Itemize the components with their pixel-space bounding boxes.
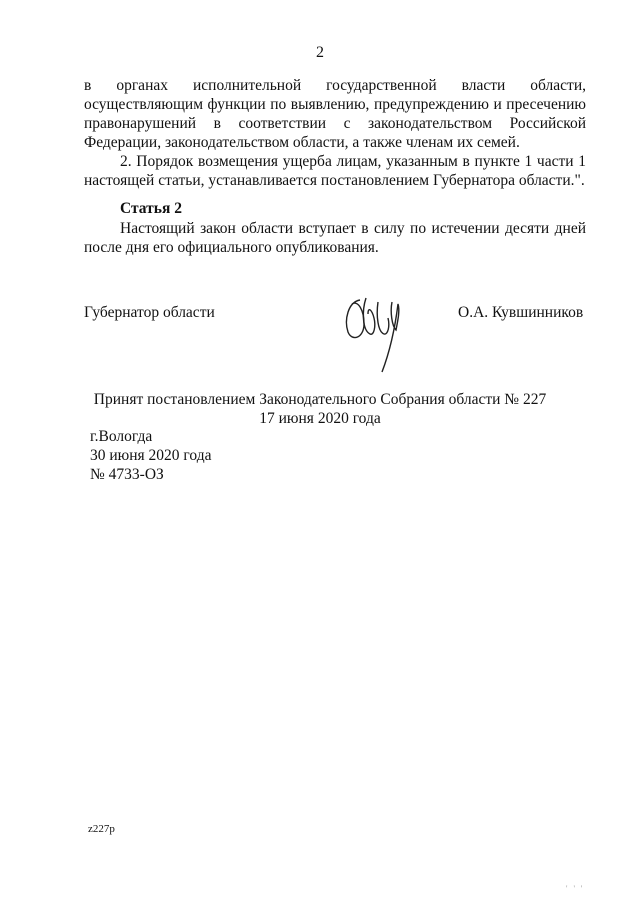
governor-name: О.А. Кувшинников bbox=[458, 304, 584, 321]
article-text bbox=[84, 219, 586, 257]
footer-code: z227p bbox=[88, 823, 115, 835]
paragraph-1-line-4: Федерации, законодательством области, а также членам их семей. bbox=[84, 134, 520, 151]
paragraph-1-line-3: правонарушений в соответствии с законодательством Российской bbox=[84, 115, 586, 132]
article-heading: Статья 2 bbox=[120, 200, 182, 217]
handwritten-signature bbox=[338, 290, 414, 376]
article-line-2: после дня его официального опубликования. bbox=[84, 239, 379, 256]
page-number: 2 bbox=[316, 44, 324, 61]
paragraph-1-line-2: осуществляющим функции по выявлению, предупреждению и пресечению bbox=[84, 96, 586, 113]
law-number: № 4733-ОЗ bbox=[90, 466, 164, 483]
paragraph-2-line-1: 2. Порядок возмещения ущерба лицам, указанным в пункте 1 части 1 bbox=[120, 153, 586, 170]
adoption-line-1: Принят постановлением Законодательного Собрания области № 227 bbox=[93, 391, 547, 408]
paragraph-1-line-1: в органах исполнительной государственной власти области, bbox=[84, 77, 586, 94]
scan-mark: ' ' ' bbox=[566, 884, 585, 893]
adoption-line-2: 17 июня 2020 года bbox=[259, 410, 381, 427]
paragraph-2 bbox=[84, 152, 586, 190]
city: г.Вологда bbox=[90, 428, 153, 445]
law-date: 30 июня 2020 года bbox=[90, 447, 212, 464]
paragraph-2-line-2: настоящей статьи, устанавливается постановлением Губернатора области.". bbox=[84, 172, 585, 189]
governor-title: Губернатор области bbox=[84, 304, 215, 321]
paragraph-1 bbox=[84, 76, 586, 152]
adoption-block bbox=[0, 390, 640, 428]
article-line-1: Настоящий закон области вступает в силу по истечении десяти дней bbox=[120, 220, 586, 237]
